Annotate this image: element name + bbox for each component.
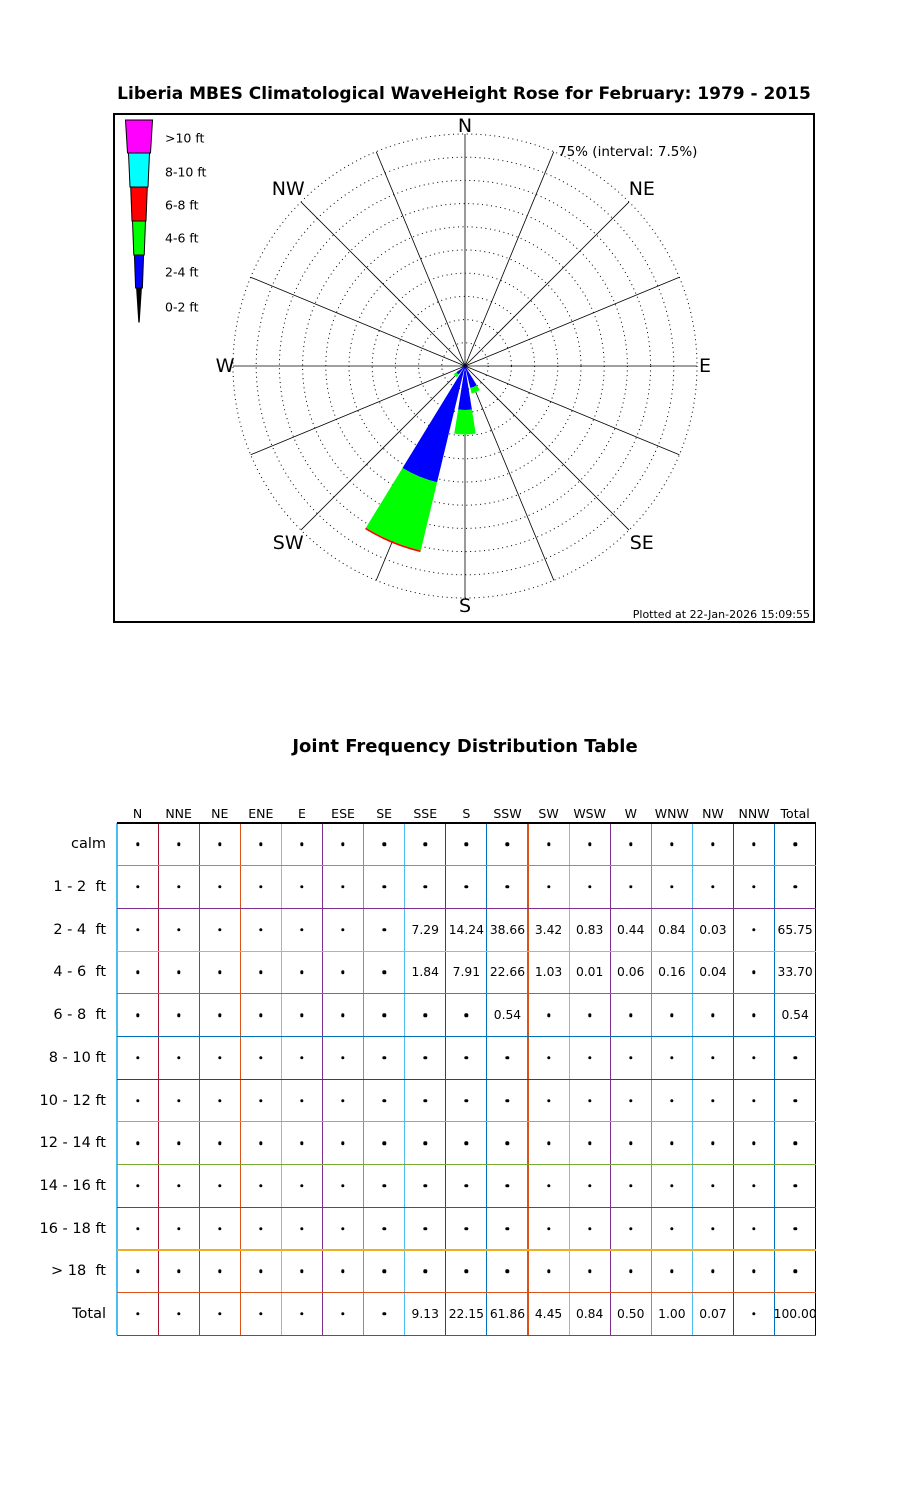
empty-cell-dot — [218, 843, 221, 846]
empty-cell-dot — [711, 843, 714, 846]
empty-cell-dot — [465, 1099, 468, 1102]
table-cell-value: 38.66 — [489, 922, 526, 937]
empty-cell-dot — [547, 843, 550, 846]
table-cell-value: 0.04 — [699, 965, 727, 980]
empty-cell-dot — [588, 1184, 591, 1187]
empty-cell-dot — [341, 1013, 344, 1016]
table-gridline-horizontal — [117, 822, 816, 823]
table-column-header: W — [624, 806, 637, 821]
empty-cell-dot — [382, 843, 385, 846]
empty-cell-dot — [136, 843, 139, 846]
empty-cell-dot — [670, 1270, 673, 1273]
rose-petal-segment — [366, 468, 437, 550]
empty-cell-dot — [629, 1099, 632, 1102]
empty-cell-dot — [547, 1099, 550, 1102]
empty-cell-dot — [259, 971, 262, 974]
table-cell-value: 1.84 — [411, 965, 439, 980]
empty-cell-dot — [259, 928, 262, 931]
empty-cell-dot — [588, 1227, 591, 1230]
table-cell-value: 0.83 — [575, 922, 604, 937]
table-gridline-horizontal — [117, 1249, 816, 1250]
legend-label: 0-2 ft — [165, 299, 199, 315]
empty-cell-dot — [382, 1013, 385, 1016]
empty-cell-dot — [752, 1270, 755, 1273]
table-row-label: 1 - 2 ft — [53, 879, 106, 896]
empty-cell-dot — [177, 1142, 180, 1145]
empty-cell-dot — [547, 1142, 550, 1145]
empty-cell-dot — [218, 1056, 221, 1059]
table-cell-value: 22.15 — [448, 1307, 484, 1322]
empty-cell-dot — [382, 1312, 385, 1315]
table-column-header: ESE — [331, 806, 355, 821]
empty-cell-dot — [752, 971, 755, 974]
empty-cell-dot — [300, 1142, 303, 1145]
plotted-at-timestamp: Plotted at 22-Jan-2026 15:09:55 — [632, 608, 810, 621]
compass-label-sw: SW — [272, 531, 304, 554]
legend-swatch — [126, 120, 153, 153]
table-column-header: NNW — [738, 806, 770, 821]
empty-cell-dot — [711, 1013, 714, 1016]
table-column-header: N — [132, 806, 143, 821]
empty-cell-dot — [711, 1270, 714, 1273]
table-gridline-horizontal — [117, 1292, 816, 1293]
table-gridline-horizontal — [117, 1036, 816, 1037]
rose-petal-segment — [403, 366, 465, 482]
empty-cell-dot — [424, 1142, 427, 1145]
empty-cell-dot — [382, 971, 385, 974]
polar-grid-spoke — [465, 202, 629, 366]
empty-cell-dot — [218, 885, 221, 888]
empty-cell-dot — [793, 1099, 796, 1102]
table-cell-value: 7.91 — [452, 965, 481, 980]
table-column-header: SSW — [493, 806, 522, 821]
table-cell-value: 100.00 — [773, 1307, 817, 1322]
empty-cell-dot — [629, 1227, 632, 1230]
table-column-header: ENE — [248, 806, 274, 821]
legend-label: 2-4 ft — [165, 264, 199, 280]
empty-cell-dot — [218, 1013, 221, 1016]
table-column-header: SE — [376, 806, 393, 821]
table-gridline-horizontal — [117, 1335, 816, 1336]
empty-cell-dot — [670, 1099, 673, 1102]
empty-cell-dot — [259, 1184, 262, 1187]
empty-cell-dot — [670, 843, 673, 846]
table-cell-value: 33.70 — [777, 965, 813, 980]
empty-cell-dot — [136, 1227, 139, 1230]
empty-cell-dot — [218, 1099, 221, 1102]
table-cell-value: 4.45 — [534, 1307, 563, 1322]
empty-cell-dot — [670, 1142, 673, 1145]
table-column-header: SSE — [413, 806, 438, 821]
empty-cell-dot — [752, 1312, 755, 1315]
empty-cell-dot — [300, 1184, 303, 1187]
empty-cell-dot — [341, 1227, 344, 1230]
polar-grid-spoke — [465, 277, 679, 366]
empty-cell-dot — [629, 1270, 632, 1273]
empty-cell-dot — [629, 1056, 632, 1059]
table-cell-value: 0.50 — [617, 1307, 645, 1322]
empty-cell-dot — [177, 928, 180, 931]
empty-cell-dot — [752, 1142, 755, 1145]
empty-cell-dot — [259, 885, 262, 888]
table-column-header: NW — [702, 806, 724, 821]
empty-cell-dot — [793, 843, 796, 846]
rose-plot-title: Liberia MBES Climatological WaveHeight Rose for February: 1979 - 2015 — [117, 84, 811, 104]
empty-cell-dot — [382, 1184, 385, 1187]
empty-cell-dot — [424, 1056, 427, 1059]
empty-cell-dot — [588, 885, 591, 888]
legend-swatch — [134, 255, 143, 288]
empty-cell-dot — [424, 885, 427, 888]
table-row-label: Total — [72, 1306, 106, 1323]
empty-cell-dot — [177, 971, 180, 974]
compass-label-nw: NW — [271, 178, 305, 201]
empty-cell-dot — [300, 885, 303, 888]
empty-cell-dot — [382, 1270, 385, 1273]
empty-cell-dot — [465, 843, 468, 846]
polar-grid-spoke — [465, 152, 554, 366]
table-column-header: WNW — [654, 806, 689, 821]
empty-cell-dot — [670, 1056, 673, 1059]
empty-cell-dot — [711, 1227, 714, 1230]
empty-cell-dot — [465, 1013, 468, 1016]
empty-cell-dot — [341, 885, 344, 888]
table-column-header: NE — [211, 806, 229, 821]
empty-cell-dot — [629, 1142, 632, 1145]
empty-cell-dot — [259, 1013, 262, 1016]
empty-cell-dot — [506, 1056, 509, 1059]
empty-cell-dot — [752, 1013, 755, 1016]
table-row-label: 4 - 6 ft — [53, 964, 106, 981]
empty-cell-dot — [465, 1184, 468, 1187]
polar-grid-spoke — [465, 366, 554, 580]
polar-grid-spoke — [301, 202, 465, 366]
table-row-label: 16 - 18 ft — [39, 1220, 106, 1237]
table-cell-value: 0.03 — [699, 922, 727, 937]
empty-cell-dot — [341, 1056, 344, 1059]
empty-cell-dot — [177, 885, 180, 888]
empty-cell-dot — [259, 1142, 262, 1145]
table-cell-value: 14.24 — [448, 922, 484, 937]
table-cell-value: 0.54 — [493, 1008, 522, 1023]
compass-label-se: SE — [629, 531, 654, 554]
table-gridline-horizontal — [117, 1121, 816, 1122]
polar-grid-spoke — [465, 366, 679, 455]
empty-cell-dot — [793, 885, 796, 888]
empty-cell-dot — [506, 1099, 509, 1102]
empty-cell-dot — [424, 1270, 427, 1273]
table-cell-value: 9.13 — [411, 1307, 439, 1322]
table-column-header: E — [297, 806, 306, 821]
empty-cell-dot — [382, 928, 385, 931]
empty-cell-dot — [136, 885, 139, 888]
empty-cell-dot — [300, 843, 303, 846]
compass-label-ne: NE — [628, 178, 655, 201]
legend-swatch — [137, 288, 142, 322]
empty-cell-dot — [218, 1312, 221, 1315]
empty-cell-dot — [341, 971, 344, 974]
compass-label-s: S — [458, 595, 472, 617]
table-gridline-horizontal — [117, 908, 816, 909]
empty-cell-dot — [136, 1099, 139, 1102]
empty-cell-dot — [588, 843, 591, 846]
empty-cell-dot — [424, 843, 427, 846]
table-row-label: 8 - 10 ft — [48, 1049, 106, 1066]
empty-cell-dot — [341, 1312, 344, 1315]
empty-cell-dot — [424, 1227, 427, 1230]
empty-cell-dot — [218, 1227, 221, 1230]
empty-cell-dot — [588, 1142, 591, 1145]
empty-cell-dot — [259, 1312, 262, 1315]
empty-cell-dot — [547, 1227, 550, 1230]
empty-cell-dot — [341, 1184, 344, 1187]
empty-cell-dot — [711, 1056, 714, 1059]
empty-cell-dot — [259, 1099, 262, 1102]
empty-cell-dot — [177, 1099, 180, 1102]
table-row-label: 6 - 8 ft — [53, 1007, 106, 1024]
empty-cell-dot — [752, 1099, 755, 1102]
wave-rose-canvas — [113, 113, 815, 623]
empty-cell-dot — [218, 1184, 221, 1187]
empty-cell-dot — [218, 1142, 221, 1145]
table-gridline-horizontal — [117, 993, 816, 994]
empty-cell-dot — [752, 1056, 755, 1059]
table-cell-value: 1.00 — [658, 1307, 686, 1322]
table-column-header: Total — [780, 806, 810, 821]
empty-cell-dot — [670, 1184, 673, 1187]
empty-cell-dot — [465, 1227, 468, 1230]
empty-cell-dot — [506, 1270, 509, 1273]
empty-cell-dot — [793, 1184, 796, 1187]
table-cell-value: 22.66 — [489, 965, 526, 980]
compass-label-n: N — [457, 115, 473, 137]
table-column-header: SW — [538, 806, 559, 821]
empty-cell-dot — [300, 1312, 303, 1315]
empty-cell-dot — [424, 1184, 427, 1187]
table-row-label: 12 - 14 ft — [39, 1135, 106, 1152]
empty-cell-dot — [793, 1270, 796, 1273]
empty-cell-dot — [341, 1270, 344, 1273]
empty-cell-dot — [506, 885, 509, 888]
empty-cell-dot — [465, 1142, 468, 1145]
empty-cell-dot — [547, 1184, 550, 1187]
empty-cell-dot — [506, 1227, 509, 1230]
empty-cell-dot — [177, 1312, 180, 1315]
table-row-label: calm — [70, 836, 106, 853]
empty-cell-dot — [300, 1099, 303, 1102]
empty-cell-dot — [752, 843, 755, 846]
table-cell-value: 0.54 — [781, 1008, 809, 1023]
empty-cell-dot — [382, 1142, 385, 1145]
legend-swatch — [129, 153, 150, 187]
empty-cell-dot — [506, 1184, 509, 1187]
empty-cell-dot — [136, 1142, 139, 1145]
table-gridline-horizontal — [117, 1207, 816, 1208]
table-cell-value: 61.86 — [489, 1307, 526, 1322]
empty-cell-dot — [136, 1184, 139, 1187]
radial-scale-annotation: 75% (interval: 7.5%) — [558, 144, 698, 160]
legend-label: 8-10 ft — [165, 164, 207, 180]
table-cell-value: 0.84 — [575, 1307, 604, 1322]
empty-cell-dot — [547, 1056, 550, 1059]
empty-cell-dot — [341, 1099, 344, 1102]
empty-cell-dot — [341, 928, 344, 931]
empty-cell-dot — [136, 971, 139, 974]
table-row-label: > 18 ft — [51, 1263, 106, 1280]
empty-cell-dot — [300, 1056, 303, 1059]
empty-cell-dot — [259, 1270, 262, 1273]
table-cell-value: 0.16 — [658, 965, 686, 980]
empty-cell-dot — [382, 1227, 385, 1230]
empty-cell-dot — [300, 1227, 303, 1230]
empty-cell-dot — [752, 885, 755, 888]
table-column-header: S — [462, 806, 471, 821]
empty-cell-dot — [136, 1056, 139, 1059]
legend-label: >10 ft — [165, 130, 205, 146]
table-column-header: WSW — [573, 806, 606, 821]
empty-cell-dot — [752, 1227, 755, 1230]
compass-label-e: E — [698, 355, 712, 377]
empty-cell-dot — [588, 1099, 591, 1102]
empty-cell-dot — [465, 885, 468, 888]
empty-cell-dot — [382, 1056, 385, 1059]
empty-cell-dot — [506, 1142, 509, 1145]
empty-cell-dot — [218, 971, 221, 974]
empty-cell-dot — [711, 1184, 714, 1187]
table-row-label: 2 - 4 ft — [53, 921, 106, 938]
empty-cell-dot — [177, 1270, 180, 1273]
empty-cell-dot — [465, 1056, 468, 1059]
empty-cell-dot — [259, 843, 262, 846]
empty-cell-dot — [629, 1013, 632, 1016]
legend-label: 4-6 ft — [165, 230, 199, 246]
empty-cell-dot — [300, 1013, 303, 1016]
table-gridline-horizontal — [117, 1079, 816, 1080]
empty-cell-dot — [218, 1270, 221, 1273]
empty-cell-dot — [177, 1227, 180, 1230]
empty-cell-dot — [424, 1013, 427, 1016]
empty-cell-dot — [793, 1227, 796, 1230]
wave-rose-plot — [113, 113, 815, 623]
empty-cell-dot — [259, 1056, 262, 1059]
empty-cell-dot — [424, 1099, 427, 1102]
empty-cell-dot — [382, 885, 385, 888]
empty-cell-dot — [752, 1184, 755, 1187]
table-cell-value: 65.75 — [777, 922, 813, 937]
empty-cell-dot — [136, 1312, 139, 1315]
table-row-label: 14 - 16 ft — [39, 1177, 106, 1194]
empty-cell-dot — [300, 971, 303, 974]
table-cell-value: 7.29 — [411, 922, 439, 937]
table-cell-value: 1.03 — [534, 965, 563, 980]
table-cell-value: 0.01 — [575, 965, 604, 980]
table-gridline-horizontal — [117, 865, 816, 866]
empty-cell-dot — [136, 1270, 139, 1273]
empty-cell-dot — [259, 1227, 262, 1230]
empty-cell-dot — [711, 1099, 714, 1102]
polar-grid-spoke — [251, 277, 465, 366]
table-gridline-horizontal — [117, 1164, 816, 1165]
table-cell-value: 3.42 — [534, 922, 563, 937]
empty-cell-dot — [177, 1184, 180, 1187]
compass-label-w: W — [215, 355, 235, 377]
empty-cell-dot — [752, 928, 755, 931]
empty-cell-dot — [341, 843, 344, 846]
table-cell-value: 0.44 — [617, 922, 645, 937]
legend-swatch — [131, 187, 148, 221]
empty-cell-dot — [300, 1270, 303, 1273]
table-cell-value: 0.07 — [699, 1307, 727, 1322]
empty-cell-dot — [136, 928, 139, 931]
rose-petal-segment — [454, 410, 475, 435]
table-gridline-horizontal — [117, 951, 816, 952]
empty-cell-dot — [711, 1142, 714, 1145]
empty-cell-dot — [588, 1056, 591, 1059]
empty-cell-dot — [793, 1056, 796, 1059]
empty-cell-dot — [629, 843, 632, 846]
legend-swatch — [133, 221, 146, 255]
empty-cell-dot — [670, 1227, 673, 1230]
legend-label: 6-8 ft — [165, 197, 199, 213]
empty-cell-dot — [670, 885, 673, 888]
empty-cell-dot — [465, 1270, 468, 1273]
table-column-header: NNE — [165, 806, 192, 821]
empty-cell-dot — [300, 928, 303, 931]
table-row-label: 10 - 12 ft — [39, 1092, 106, 1109]
empty-cell-dot — [506, 843, 509, 846]
empty-cell-dot — [547, 1013, 550, 1016]
empty-cell-dot — [588, 1013, 591, 1016]
empty-cell-dot — [793, 1142, 796, 1145]
empty-cell-dot — [711, 885, 714, 888]
empty-cell-dot — [670, 1013, 673, 1016]
empty-cell-dot — [177, 1056, 180, 1059]
empty-cell-dot — [547, 1270, 550, 1273]
table-cell-value: 0.06 — [617, 965, 645, 980]
table-cell-value: 0.84 — [658, 922, 686, 937]
empty-cell-dot — [177, 843, 180, 846]
empty-cell-dot — [218, 928, 221, 931]
empty-cell-dot — [382, 1099, 385, 1102]
empty-cell-dot — [629, 1184, 632, 1187]
polar-grid-spoke — [465, 366, 629, 530]
frequency-table-title: Joint Frequency Distribution Table — [292, 736, 638, 757]
empty-cell-dot — [177, 1013, 180, 1016]
empty-cell-dot — [629, 885, 632, 888]
empty-cell-dot — [588, 1270, 591, 1273]
empty-cell-dot — [136, 1013, 139, 1016]
polar-grid-spoke — [376, 152, 465, 366]
empty-cell-dot — [547, 885, 550, 888]
empty-cell-dot — [341, 1142, 344, 1145]
